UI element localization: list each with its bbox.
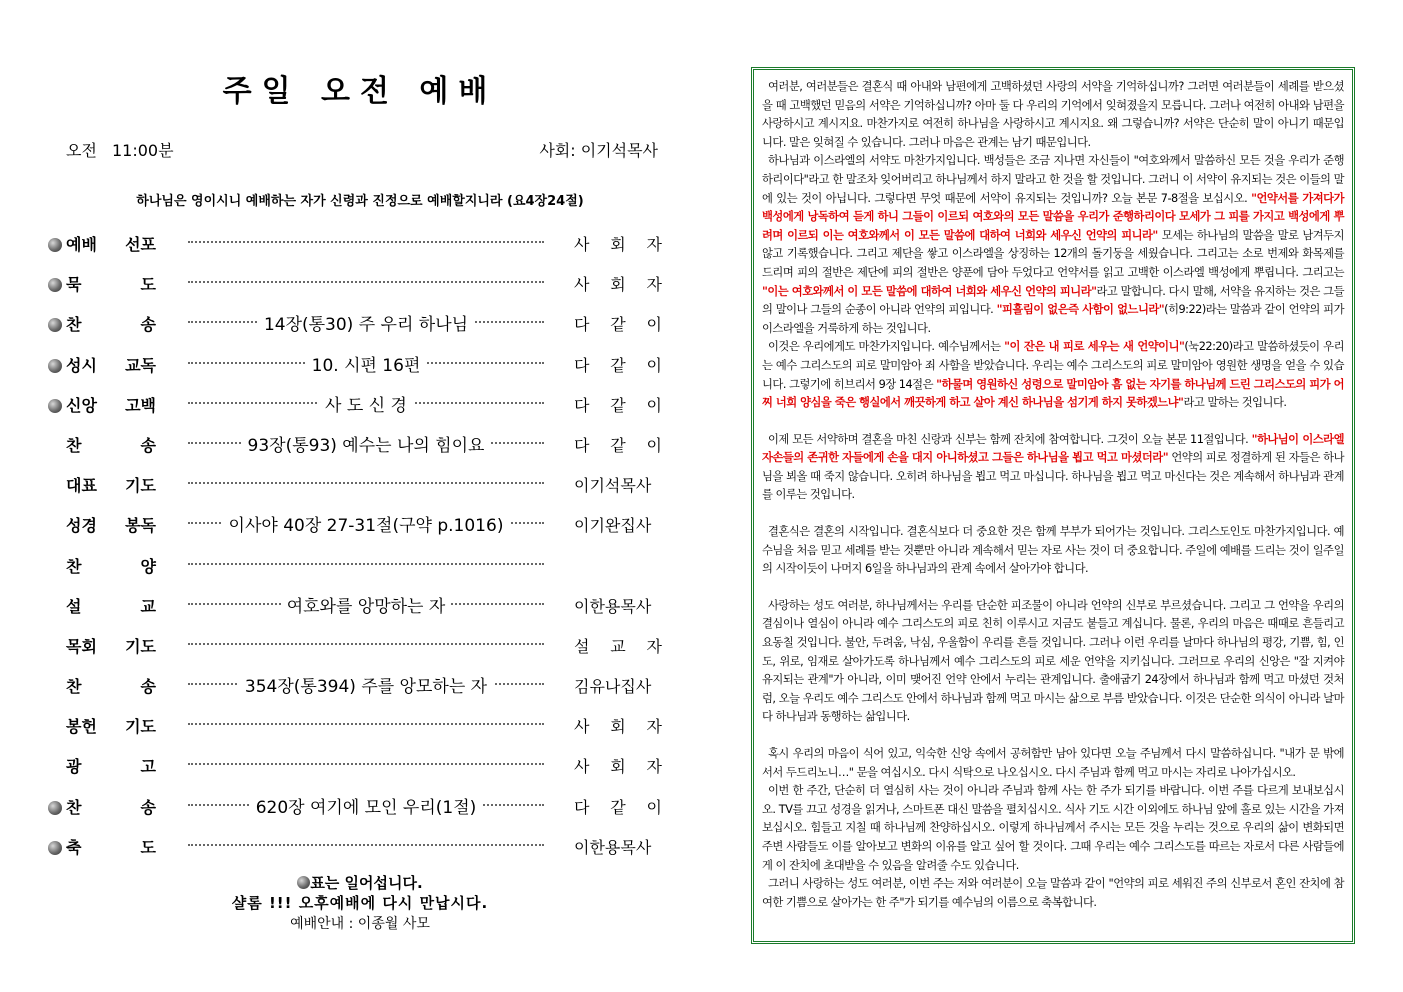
- sermon-text-run: 라고 말합니다. 다시 말해, 서약을 유지하는 것은 그들의 말이나 그들의 순종이 아니라 언약의 피입니다.: [762, 284, 1344, 317]
- page-title: 주일 오전 예배: [222, 74, 498, 109]
- order-item-name: [66, 473, 156, 496]
- order-item-name-part: 도: [140, 275, 156, 295]
- order-item-name: [66, 393, 156, 416]
- order-item-content: [188, 511, 544, 536]
- sermon-paragraph: [762, 152, 1344, 338]
- standing-bullet-icon: [48, 801, 62, 815]
- standing-bullet-icon: [48, 238, 62, 252]
- order-item-leader-char: 이: [646, 395, 662, 415]
- sermon-text-run: 이제 모든 서약하며 결혼을 마친 신랑과 신부는 함께 잔치에 참여합니다. 그것이 오늘 본문 11절입니다.: [768, 432, 1252, 446]
- order-item-content-text: 620장 여기에 모인 우리(1절): [250, 798, 483, 818]
- order-item-leader-text: 이한용목사: [574, 837, 652, 857]
- order-item-leader-char: 이: [646, 315, 662, 335]
- order-item-name-part: 고백: [125, 395, 156, 415]
- order-item-name: [66, 272, 156, 295]
- order-item-leader-char: 회: [610, 717, 626, 737]
- dotted-leader: [188, 643, 544, 645]
- order-item-leader: [574, 232, 662, 255]
- order-item-leader-char: 같: [610, 315, 626, 335]
- order-item-leader-char: 회: [610, 757, 626, 777]
- order-item-leader-char: 회: [610, 275, 626, 295]
- order-item-name-part: 송: [140, 797, 156, 817]
- order-row: [40, 349, 680, 389]
- order-item-leader-char: 설: [574, 636, 590, 656]
- order-item-leader-char: 이: [646, 355, 662, 375]
- service-time: 오전 11:00분: [66, 141, 174, 160]
- sermon-panel: [751, 67, 1355, 944]
- standing-bullet-icon: [48, 841, 62, 855]
- standing-bullet-icon: [48, 278, 62, 292]
- order-item-leader-text: 김유나집사: [574, 677, 652, 697]
- order-item-leader-char: 다: [574, 435, 590, 455]
- sermon-text-run: (히9:22)라는 말씀과 같이 언약의 피가 이스라엘을 거룩하게 하는 것입니다.: [762, 303, 1344, 335]
- order-item-leader-char: 다: [574, 797, 590, 817]
- order-item-name-part: 선포: [125, 235, 156, 254]
- order-item-leader-text: 이한용목사: [574, 596, 652, 616]
- order-item-leader-char: 다: [574, 395, 590, 415]
- order-item-name-part: 기도: [125, 636, 156, 656]
- order-item-name-part: 찬: [66, 556, 82, 576]
- order-item-leader-char: 사: [574, 757, 590, 777]
- order-item-content: [188, 592, 544, 617]
- order-item-leader-char: 이: [646, 797, 662, 817]
- order-item-name: [66, 353, 156, 376]
- order-row: [40, 550, 680, 590]
- sermon-text-run: 언약의 피로 정결하게 된 자들은 하나님을 뵈올 때 죽지 않습니다. 오히려 하나님을 뵙고 먹고 마십니다. 하나님을 뵙고 먹고 마신다는 것은 계속해서 하나님과 관계를 이루는 것입니다.: [762, 451, 1344, 502]
- order-item-name-part: 목회: [66, 636, 97, 656]
- order-item-name-part: 기도: [125, 476, 156, 496]
- order-item-leader: [574, 754, 662, 777]
- order-item-leader-char: 자: [646, 717, 662, 737]
- order-item-name-part: 송: [140, 677, 156, 697]
- order-item-leader-char: 같: [610, 355, 626, 375]
- order-item-name: [66, 312, 156, 335]
- scripture-quote: "하나님이 이스라엘 자손들의 존귀한 자들에게 손을 대지 아니하셨고 그들은 하나님을 뵙고 먹고 마셨더라": [762, 432, 1344, 465]
- order-item-content-text: 이사야 40장 27-31절(구약 p.1016): [223, 516, 510, 536]
- order-row: [40, 228, 680, 268]
- standing-bullet-icon: [48, 399, 62, 413]
- sermon-paragraph: [762, 338, 1344, 412]
- order-item-name: [66, 795, 156, 818]
- order-row: [40, 308, 680, 348]
- order-item-name-part: 고: [140, 757, 156, 777]
- order-item-name-part: 교: [140, 596, 156, 616]
- order-item-leader-char: 같: [610, 435, 626, 455]
- order-item-leader-char: 다: [574, 355, 590, 375]
- order-row: [40, 590, 680, 630]
- sermon-text: [762, 78, 1344, 912]
- order-item-name-part: 찬: [66, 435, 82, 455]
- order-of-worship: [40, 228, 680, 871]
- order-item-content: [188, 672, 544, 697]
- order-item-leader-char: 자: [646, 636, 662, 656]
- sermon-paragraph: [762, 431, 1344, 505]
- dotted-leader: [188, 563, 544, 565]
- order-item-name-part: 축: [66, 837, 82, 857]
- order-item-name-part: 봉독: [125, 516, 156, 536]
- sermon-paragraph: 여러분, 여러분들은 결혼식 때 아내와 남편에게 고백하셨던 사랑의 서약을 기억하십니까? 그러면 여러분들이 세례를 받으셨을 때 고백했던 믿음의 서약은 기억하십니까? 아마 둘 다 우리의 기억에서 잊혀졌을지 모릅니다. 그러나 여전히 아내와 남편을 사랑하시고 계시지요. 마찬가지로 여전히 하나님을 사랑하시고 계시지요. 왜 그렇습니까? 서약은 단순히 말이 아니기 때문입니다. 말은 잊혀질 수 있습니다. 그러나 마음은 관계는 남기 때문입니다.: [762, 80, 1344, 149]
- order-item-content-text: 354장(통394) 주를 앙모하는 자: [239, 677, 493, 697]
- order-item-leader: [574, 312, 662, 335]
- order-item-name-part: 도: [140, 837, 156, 857]
- dotted-leader: [188, 844, 544, 846]
- order-item-leader-text: 이기완집사: [574, 516, 652, 536]
- order-item-content-text: 14장(통30) 주 우리 하나님: [258, 315, 474, 335]
- worship-guide: 예배안내 : 이종월 사모: [290, 916, 430, 932]
- order-item-name: [66, 513, 156, 536]
- order-item-content-text: 93장(통93) 예수는 나의 힘이요: [242, 436, 491, 456]
- paragraph-gap: [762, 579, 1344, 597]
- order-item-name: [66, 674, 156, 697]
- order-row: [40, 750, 680, 790]
- order-item-name-part: 신앙: [66, 395, 97, 415]
- theme-verse: 하나님은 영이시니 예배하는 자가 신령과 진정으로 예배할지니라 (요4장24절): [136, 194, 584, 209]
- order-item-leader-char: 같: [610, 797, 626, 817]
- sermon-paragraph: 사랑하는 성도 여러분, 하나님께서는 우리를 단순한 피조물이 아니라 언약의 신부로 부르셨습니다. 그리고 그 언약을 우리의 결심이나 열심이 아니라 예수 그리스도의 피로 친히 이루시고 지금도 붙들고 계십니다. 물론, 우리의 마음은 때때로 흔들리고 요동칠 것입니다. 불안, 두려움, 낙심, 우울함이 우리를 흔들 것입니다. 그러나 이런 우리를 날마다 하나님의 평강, 기쁨, 힘, 인도, 위로, 임재로 살아가도록 하나님께서 예수 그리스도의 피로 세운 언약을 지키십니다. 그러므로 우리의 신앙은 "잘 지켜야 유지되는 관계"가 아니라, 이미 맺어진 언약 안에서 누리는 관계입니다. 출애굽기 24장에서 하나님과 함께 먹고 마셨던 것처럼, 오늘 우리도 예수 그리스도 안에서 하나님과 함께 먹고 마시는 삶으로 부름 받았습니다. 이것은 단순한 의식이 아니라 날마다 하나님과 동행하는 삶입니다.: [762, 598, 1344, 724]
- order-item-leader: [574, 594, 662, 617]
- scripture-quote: "피흘림이 없은즉 사함이 없느니라": [996, 303, 1165, 317]
- order-item-leader-char: 같: [610, 395, 626, 415]
- order-row: [40, 831, 680, 871]
- order-item-leader: [574, 473, 662, 496]
- order-item-name-part: 찬: [66, 797, 82, 817]
- order-item-leader-char: 자: [646, 757, 662, 777]
- order-item-leader-char: 자: [646, 235, 662, 254]
- order-item-leader: [574, 674, 662, 697]
- order-item-leader: [574, 714, 662, 737]
- order-item-leader: [574, 353, 662, 376]
- order-item-leader-char: 회: [610, 235, 626, 254]
- sermon-text-run: (눅22:20)라고 말씀하셨듯이 우리는 예수 그리스도의 피로 말미암아 죄 사함을 받았습니다. 우리는 예수 그리스도의 피로 말미암아 영원한 생명을 얻을 수 있습니다. 그렇기에 히브리서 9장 14절은: [762, 340, 1344, 391]
- order-item-leader-char: 사: [574, 717, 590, 737]
- order-row: [40, 268, 680, 308]
- order-item-content: [188, 391, 544, 416]
- sermon-paragraph: 그러니 사랑하는 성도 여러분, 이번 주는 저와 여러분이 오늘 말씀과 같이 "언약의 피로 세워진 주의 신부로서 혼인 잔치에 참여한 기쁨으로 살아가는 한 주"가 되기를 예수님의 이름으로 축복합니다.: [762, 877, 1344, 909]
- order-item-leader-char: 자: [646, 275, 662, 295]
- standing-note-text: 표는 일어섭니다.: [310, 874, 423, 892]
- order-item-name-part: 예배: [66, 235, 97, 254]
- order-row: [40, 791, 680, 831]
- paragraph-gap: [762, 505, 1344, 523]
- order-item-content: [188, 793, 544, 818]
- scripture-quote: "이는 여호와께서 이 모든 말씀에 대하여 너희와 세우신 언약의 피니라": [762, 284, 1097, 298]
- order-item-leader: [574, 393, 662, 416]
- scripture-quote: "언약서를 가져다가 백성에게 낭독하여 듣게 하니 그들이 이르되 여호와의 모든 말씀을 우리가 준행하리이다 모세가 그 피를 가지고 백성에게 뿌려며 이르되 이는 여호와께서 이 모든 말씀에 대하여 너희와 세우신 언약의 피니라": [762, 191, 1344, 242]
- order-item-name-part: 설: [66, 596, 82, 616]
- order-item-content: [188, 351, 544, 376]
- sermon-text-run: 라고 말하는 것입니다.: [1183, 396, 1287, 410]
- order-item-content-text: 사 도 신 경: [319, 396, 413, 416]
- order-item-leader-char: 이: [646, 435, 662, 455]
- closing-greeting: 샬롬 !!! 오후예배에 다시 만납시다.: [231, 894, 489, 912]
- order-item-leader-text: 이기석목사: [574, 476, 652, 496]
- sermon-text-run: 모세는 하나님의 말씀을 말로 남겨두지 않고 기록했습니다. 그리고 제단을 쌓고 이스라엘을 상징하는 12개의 돌기둥을 세웠습니다. 그리고는 소로 번제와 화목제를 드리며 피의 절반은 제단에 피의 절반은 양푼에 담아 두었다고 언약서를 읽고 고백한 이스라엘 백성에게 뿌립니다. 그리고는: [762, 228, 1345, 279]
- standing-bullet-icon: [297, 876, 310, 889]
- order-item-name-part: 찬: [66, 677, 82, 697]
- order-item-content: [188, 310, 544, 335]
- order-item-leader-char: 다: [574, 315, 590, 335]
- order-item-name-part: 교독: [125, 355, 156, 375]
- order-item-leader: [574, 272, 662, 295]
- order-item-name: [66, 634, 156, 657]
- order-row: [40, 630, 680, 670]
- order-item-name: [66, 594, 156, 617]
- scripture-quote: "이 잔은 내 피로 세우는 새 언약이니": [1004, 340, 1185, 354]
- dotted-leader: [188, 281, 544, 283]
- order-item-leader: [574, 433, 662, 456]
- dotted-leader: [188, 241, 544, 243]
- order-item-leader-char: 사: [574, 275, 590, 295]
- order-item-name: [66, 232, 156, 255]
- paragraph-gap: [762, 727, 1344, 745]
- dotted-leader: [188, 723, 544, 725]
- dotted-leader: [188, 763, 544, 765]
- sermon-paragraph: 결혼식은 결혼의 시작입니다. 결혼식보다 더 중요한 것은 함께 부부가 되어가는 것입니다. 그리스도인도 마찬가지입니다. 예수님을 처음 믿고 세례를 받는 것뿐만 아니라 계속해서 믿는 자로 사는 것이 더 중요합니다. 주일에 예배를 드리는 것이 일주일의 시작이듯이 나머지 6일을 하나님과의 관계 속에서 살아가야 합니다.: [762, 525, 1344, 576]
- order-item-leader: [574, 835, 662, 858]
- order-item-name-part: 찬: [66, 315, 82, 335]
- order-item-leader-char: 교: [610, 636, 626, 656]
- order-item-name-part: 묵: [66, 275, 82, 295]
- order-row: [40, 670, 680, 710]
- order-item-content: [188, 431, 544, 456]
- order-item-name: [66, 554, 156, 577]
- order-item-name-part: 광: [66, 757, 82, 777]
- order-row: [40, 710, 680, 750]
- scripture-quote: "하물며 영원하신 성령으로 말미암아 흠 없는 자기를 하나님께 드린 그리스도의 피가 어찌 너희 양심을 죽은 행실에서 깨끗하게 하고 살아 계신 하나님을 섬기게 하지 못하겠느냐": [762, 377, 1344, 410]
- order-row: [40, 429, 680, 469]
- order-item-leader: [574, 634, 662, 657]
- sermon-text-run: 하나님과 이스라엘의 서약도 마찬가지입니다. 백성들은 조금 지나면 자신들이 "여호와께서 말씀하신 모든 것을 우리가 준행하리이다"라고 한 말조차 잊어버리고 하나님께서 하지 말라고 한 것을 할 것입니다. 그러니 이 서약이 유지되는 것은 이들의 말에 있는 것이 아닙니다. 그렇다면 무엇 때문에 서약이 유지되는 것입니까? 오늘 본문 7-8절을 보십시오.: [762, 154, 1344, 205]
- standing-bullet-icon: [48, 318, 62, 332]
- standing-bullet-icon: [48, 359, 62, 373]
- dotted-leader: [188, 482, 544, 484]
- order-item-leader: [574, 795, 662, 818]
- order-row: [40, 389, 680, 429]
- order-item-name: [66, 754, 156, 777]
- paragraph-gap: [762, 413, 1344, 431]
- order-item-name-part: 송: [140, 435, 156, 455]
- order-item-name-part: 송: [140, 315, 156, 335]
- order-item-name-part: 대표: [66, 476, 97, 496]
- order-item-name: [66, 835, 156, 858]
- order-item-content-text: 10. 시편 16편: [306, 356, 427, 376]
- order-item-content-text: 여호와를 앙망하는 자: [281, 597, 452, 617]
- order-row: [40, 509, 680, 549]
- order-item-name-part: 양: [140, 556, 156, 576]
- sermon-text-run: 이것은 우리에게도 마찬가지입니다. 예수님께서는: [768, 340, 1005, 354]
- order-item-name-part: 봉헌: [66, 717, 97, 737]
- order-item-leader: [574, 513, 662, 536]
- order-item-name-part: 성경: [66, 516, 97, 536]
- order-item-name: [66, 433, 156, 456]
- standing-note: [40, 872, 680, 893]
- sermon-paragraph: 혹시 우리의 마음이 식어 있고, 익숙한 신앙 속에서 공허함만 남아 있다면 오늘 주님께서 다시 말씀하십니다. "내가 문 밖에 서서 두드리노니…" 문을 여십시오. 다시 식탁으로 나오십시오. 다시 주님과 함께 먹고 마시는 자리로 나아가십시오.: [762, 747, 1344, 779]
- sermon-paragraph: 이번 한 주간, 단순히 더 열심히 사는 것이 아니라 주님과 함께 사는 한 주가 되기를 바랍니다. 이번 주를 다르게 보내보십시오. TV를 끄고 성경을 읽거나, 스마트폰 대신 말씀을 펼치십시오. 식사 기도 시간 이외에도 하나님 앞에 홀로 있는 시간을 가져보십시오. 힘들고 지칠 때 하나님께 찬양하십시오. 이렇게 하나님께서 주시는 모든 것을 누리는 것으로 우리의 삶이 변화되면 주변 사람들도 이를 알아보고 변화의 이유를 알고 싶어 할 것이다. 그때 우리는 예수 그리스도를 따르는 자로서 다른 사람들에게 이 잔치에 초대받을 수 있음을 알려줄 수도 있습니다.: [762, 784, 1344, 872]
- order-row: [40, 469, 680, 509]
- order-item-name-part: 성시: [66, 355, 97, 375]
- service-host: 사회: 이기석목사: [539, 141, 658, 160]
- order-item-name: [66, 714, 156, 737]
- order-item-leader-char: 사: [574, 235, 590, 254]
- order-item-name-part: 기도: [125, 717, 156, 737]
